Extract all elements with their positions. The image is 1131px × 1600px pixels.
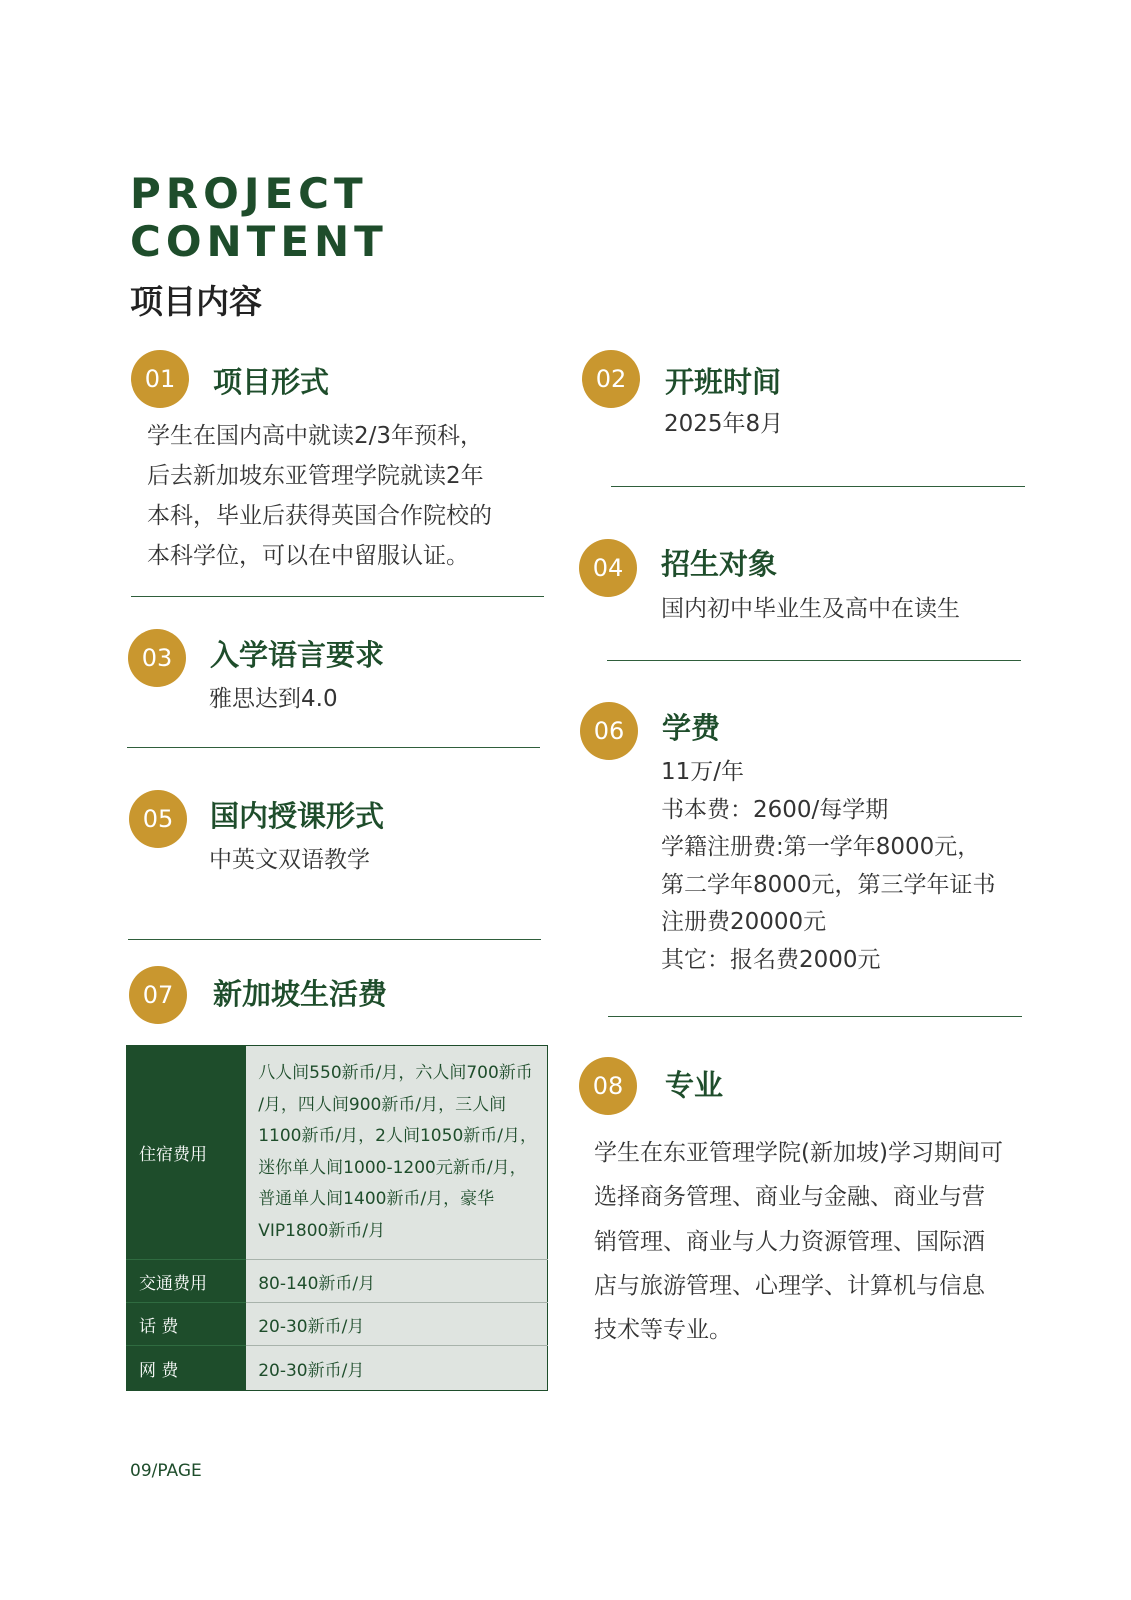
section-06-line: 11万/年 <box>661 759 745 785</box>
divider <box>611 486 1025 487</box>
section-07-badge: 07 <box>129 966 187 1024</box>
section-01-title: 项目形式 <box>213 365 330 399</box>
section-08-title: 专业 <box>665 1068 724 1102</box>
table-value-line: 1100新币/月，2人间1050新币/月， <box>258 1126 537 1146</box>
section-08-line: 选择商务管理、商业与金融、商业与营 <box>594 1184 985 1211</box>
title-english-line2: CONTENT <box>130 217 388 266</box>
divider <box>608 1016 1022 1017</box>
table-row <box>127 1046 548 1260</box>
table-row-label: 话 费 <box>127 1303 247 1346</box>
table-value-line: VIP1800新币/月 <box>258 1220 386 1241</box>
section-06-line: 第二学年8000元，第三学年证书 <box>661 871 996 898</box>
divider <box>128 939 541 940</box>
section-01-line: 后去新加坡东亚管理学院就读2年 <box>147 463 484 489</box>
table-row <box>127 1346 548 1391</box>
divider <box>127 747 540 748</box>
section-04-badge: 04 <box>579 539 637 597</box>
section-06-line: 书本费：2600/每学期 <box>661 796 889 823</box>
section-08-line: 店与旅游管理、心理学、计算机与信息 <box>594 1272 985 1299</box>
table-row-value: 20-30新币/月 <box>246 1303 547 1346</box>
table-value-line: 迷你单人间1000-1200元新币/月， <box>258 1157 527 1178</box>
living-cost-table <box>126 1045 548 1391</box>
section-05-badge: 05 <box>129 790 187 848</box>
section-05-title: 国内授课形式 <box>210 799 385 833</box>
section-05-body <box>209 841 370 879</box>
table-value-line: 普通单人间1400新币/月，豪华 <box>258 1189 495 1209</box>
section-06-line: 学籍注册费:第一学年8000元， <box>661 834 981 861</box>
section-01-line: 学生在国内高中就读2/3年预科， <box>147 423 484 449</box>
section-03-line: 雅思达到4.0 <box>209 686 338 712</box>
title-chinese: 项目内容 <box>130 282 262 321</box>
section-06-body <box>661 754 996 980</box>
table-row-value: 20-30新币/月 <box>246 1346 547 1391</box>
section-03-title: 入学语言要求 <box>210 638 385 672</box>
section-06-line: 注册费20000元 <box>661 909 827 936</box>
table-row <box>127 1260 548 1303</box>
table-row-value <box>246 1046 547 1260</box>
section-02-badge: 02 <box>582 350 640 408</box>
section-08-badge: 08 <box>579 1057 637 1115</box>
title-english-line1: PROJECT <box>130 169 368 218</box>
section-05-line: 中英文双语教学 <box>209 847 370 873</box>
section-07-title: 新加坡生活费 <box>213 977 388 1011</box>
table-value-line: 八人间550新币/月，六人间700新币 <box>258 1063 533 1083</box>
section-06-title: 学费 <box>662 711 721 745</box>
section-08-line: 学生在东亚管理学院(新加坡)学习期间可 <box>594 1140 1003 1166</box>
table-row <box>127 1303 548 1346</box>
table-row-value: 80-140新币/月 <box>246 1260 547 1303</box>
section-04-body <box>661 590 960 628</box>
section-08-line: 技术等专业。 <box>594 1317 732 1344</box>
divider <box>607 660 1021 661</box>
section-01-badge: 01 <box>131 350 189 408</box>
page-number: 09/PAGE <box>130 1461 202 1481</box>
section-08-body <box>594 1131 1003 1352</box>
section-02-line: 2025年8月 <box>664 411 784 437</box>
table-row-label: 住宿费用 <box>127 1046 247 1260</box>
table-value-line: /月，四人间900新币/月，三人间 <box>258 1094 507 1115</box>
divider <box>131 596 544 597</box>
section-03-badge: 03 <box>128 629 186 687</box>
section-06-badge: 06 <box>580 702 638 760</box>
section-02-title: 开班时间 <box>665 365 782 399</box>
table-row-label: 网 费 <box>127 1346 247 1391</box>
section-02-body <box>664 405 783 443</box>
section-06-line: 其它：报名费2000元 <box>661 946 881 973</box>
section-04-line: 国内初中毕业生及高中在读生 <box>661 596 960 622</box>
section-01-body <box>147 416 492 576</box>
table-row-label: 交通费用 <box>127 1260 247 1303</box>
section-08-line: 销管理、商业与人力资源管理、国际酒 <box>594 1228 985 1255</box>
section-01-line: 本科，毕业后获得英国合作院校的 <box>147 503 492 529</box>
section-01-line: 本科学位，可以在中留服认证。 <box>147 543 469 569</box>
section-03-body <box>209 680 338 718</box>
title-english <box>130 170 388 266</box>
section-04-title: 招生对象 <box>661 547 778 581</box>
